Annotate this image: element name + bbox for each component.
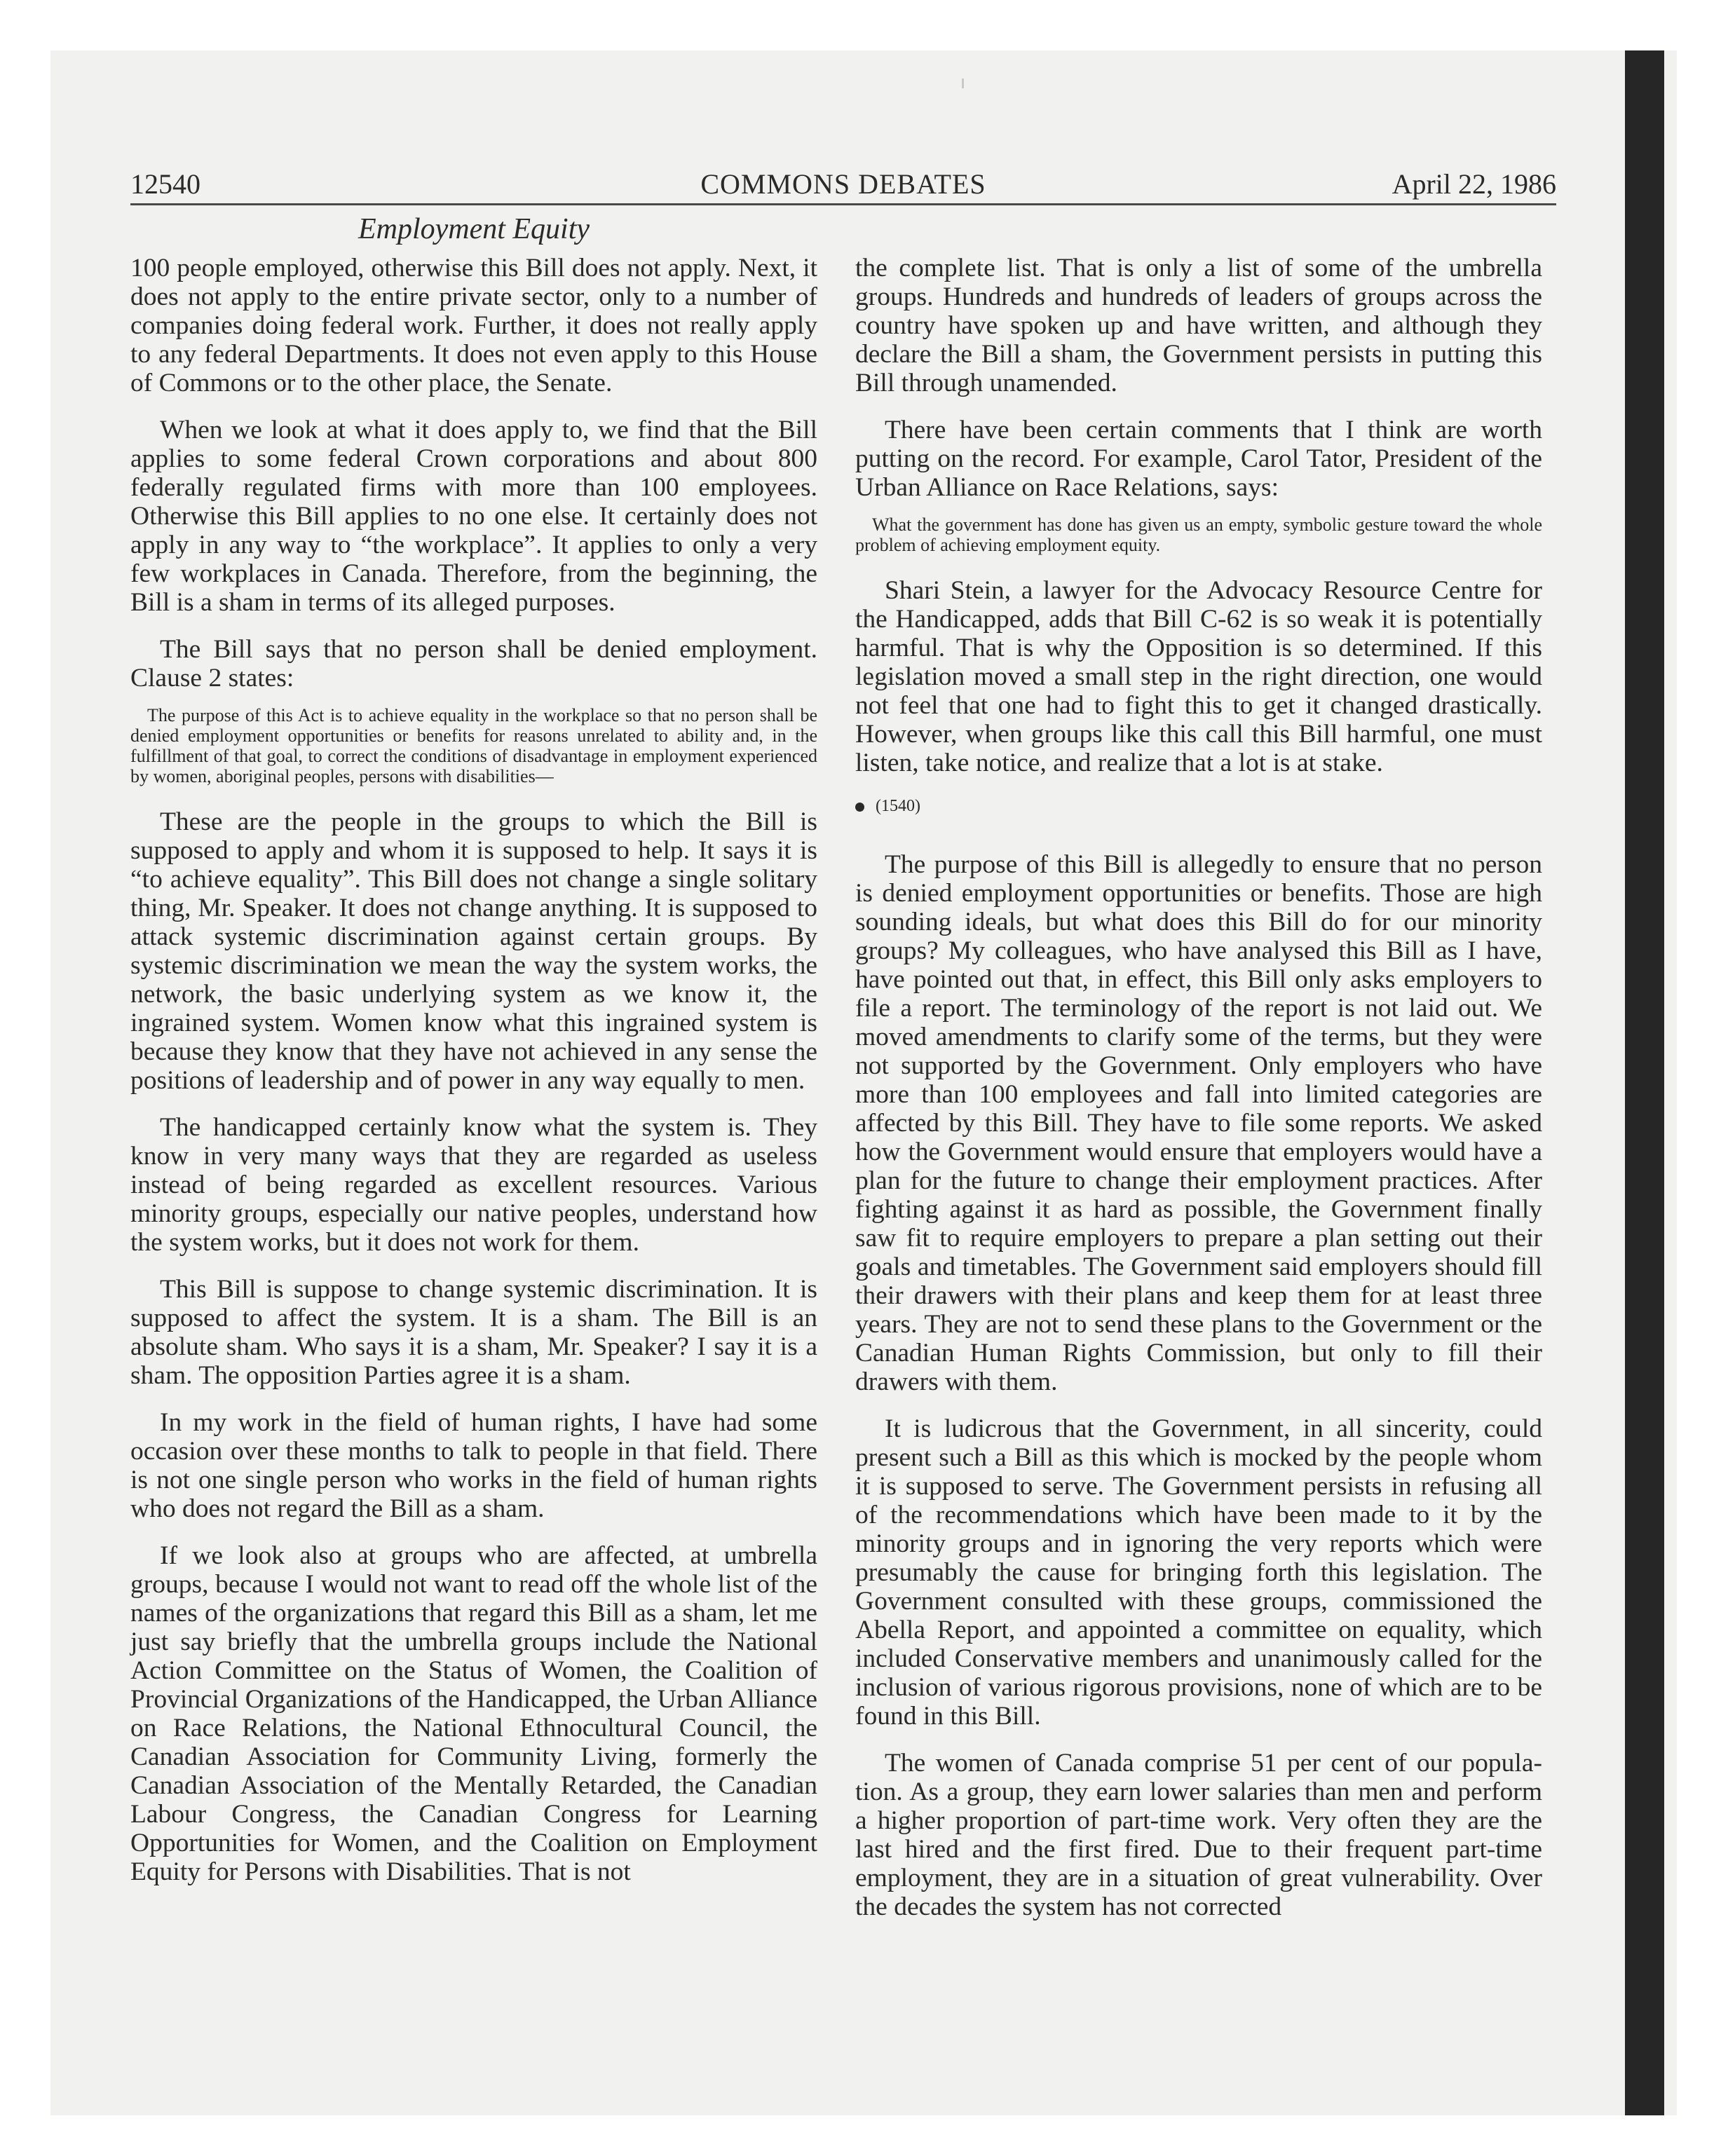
paragraph: When we look at what it does apply to, we find that the Bill applies to some federal Crown corporations and about 800 federally regulated firms with more than 100 employees. Otherwise this Bill applies to no one else. It certainly does not apply in any way to “the workplace”. It applies to only a very few workplaces in Canada. Therefore, from the beginning, the Bill is a sham in terms of its alleged purposes. xyxy=(130,416,817,617)
publication-title: COMMONS DEBATES xyxy=(700,168,986,200)
paragraph: These are the people in the groups to which the Bill is supposed to apply and whom it is supposed to help. It says it is “to achieve equality”. This Bill does not change a single solitary thing, Mr. Speaker. It does not change anything. It is supposed to attack systemic discrimination against certain groups. By systemic discrimination we mean the way the system works, the network, the basic underlying system as we know it, the ingrained system. Women know what this ingrained system is because they know that they have not achieved in any sense the positions of leadership and of power in any way equally to men. xyxy=(130,807,817,1095)
running-header xyxy=(130,165,1556,205)
section-subject: Employment Equity xyxy=(358,213,590,245)
paragraph: In my work in the field of human rights, I have had some occasion over these months to talk to people in that field. There is not one single person who works in the field of human rights who does not regard the Bill as a sham. xyxy=(130,1408,817,1523)
paragraph: The Bill says that no person shall be denied employment. Clause 2 states: xyxy=(130,635,817,692)
bullet-icon xyxy=(855,803,864,812)
time-marker xyxy=(855,796,1542,817)
right-column xyxy=(855,254,1542,1939)
paragraph: This Bill is suppose to change systemic discrimination. It is supposed to affect the system. It is a sham. The Bill is an absolute sham. Who says it is a sham, Mr. Speaker? I say it is a sham. The opposition Parties agree it is a sham. xyxy=(130,1275,817,1390)
paragraph: The purpose of this Bill is allegedly to ensure that no person is denied employment opportunities or benefits. Those are high sounding ideals, but what does this Bill do for our minority groups? My colleagues, who have analysed this Bill as I have, have pointed out that, in effect, this Bill only asks employers to file a report. The terminology of the report is not laid out. We moved amendments to clarify some of the terms, but they were not supported by the Government. Only employers who have more than 100 employees and fall into limited categories are affected by this Bill. They have to file some reports. We asked how the Government would ensure that employers would have a plan for the future to change their employment practices. After fighting against it as hard as possible, the Government finally saw fit to require employers to prepare a plan setting out their goals and timetables. The Government said employers should fill their drawers with their plans and keep them for at least three years. They are not to send these plans to the Government or the Canadian Human Rights Commission, but only to fill their drawers with them. xyxy=(855,850,1542,1396)
paragraph: The women of Canada comprise 51 per cent of our population. As a group, they earn lower salaries than men and perform a higher proportion of part-time work. Very often they are the last hired and the first fired. Due to their frequent part-time employment, they are in a situation of great vulnerability. Over the decades the system has not corrected xyxy=(855,1749,1542,1921)
paragraph: If we look also at groups who are affected, at umbrella groups, because I would not want to read off the whole list of the names of the organizations that regard this Bill as a sham, let me just say briefly that the umbrella groups include the National Action Committee on the Status of Women, the Coalition of Provincial Organizations of the Handicapped, the Urban Alliance on Race Relations, the National Ethnocultural Council, the Canadian Association for Community Living, formerly the Canadian Association of the Mentally Retarded, the Canadian Labour Congress, the Canadian Congress for Learning Opportunities for Women, and the Coalition on Employment Equity for Persons with Disabilities. That is not xyxy=(130,1541,817,1886)
block-quote: What the government has done has given us an empty, symbolic gesture toward the whole problem of achieving employment equity. xyxy=(855,514,1542,555)
time-marker-label: (1540) xyxy=(876,797,920,815)
issue-date: April 22, 1986 xyxy=(1392,168,1556,200)
paragraph: 100 people employed, otherwise this Bill does not apply. Next, it does not apply to the entire private sector, only to a number of companies doing federal work. Further, it does not really apply to any federal Departments. It does not even apply to this House of Commons or to the other place, the Senate. xyxy=(130,254,817,397)
paragraph: It is ludicrous that the Government, in all sincerity, could present such a Bill as this which is mocked by the people whom it is supposed to serve. The Government persists in refusing all of the recommendations which have been made to it by the minority groups and in ignoring the very reports which were presumably the cause for bringing forth this legislation. The Government consulted with these groups, commissioned the Abella Report, and appointed a committee on equality, which included Conservative members and unanimously called for the inclusion of various rigorous provisions, none of which are to be found in this Bill. xyxy=(855,1414,1542,1731)
scan-speck xyxy=(962,79,964,88)
left-column xyxy=(130,254,817,1904)
paragraph: The handicapped certainly know what the system is. They know in very many ways that they are regarded as useless instead of being regarded as excellent resources. Various minority groups, especially our native peoples, understand how the system works, but it does not work for them. xyxy=(130,1113,817,1257)
paragraph: Shari Stein, a lawyer for the Advocacy Resource Centre for the Handicapped, adds that Bill C-62 is so weak it is potentially harmful. That is why the Opposition is so determined. If this legislation moved a small step in the right direction, one would not feel that one had to fight this to get it changed drastically. However, when groups like this call this Bill harmful, one must listen, take notice, and realize that a lot is at stake. xyxy=(855,576,1542,777)
block-quote: The purpose of this Act is to achieve equality in the workplace so that no person shall be denied employment opportunities or benefits for reasons unrelated to ability and, in the fulfillment of that goal, to correct the conditions of disadvantage in employment experienced by women, aboriginal peoples, persons with disabilities— xyxy=(130,705,817,786)
paragraph: There have been certain comments that I think are worth putting on the record. For example, Carol Tator, President of the Urban Alliance on Race Relations, says: xyxy=(855,416,1542,502)
scan-binding-edge xyxy=(1625,50,1664,2115)
paragraph: the complete list. That is only a list of some of the umbrella groups. Hundreds and hundreds of leaders of groups across the country have spoken up and have written, and although they declare the Bill a sham, the Government persists in putting this Bill through unamended. xyxy=(855,254,1542,397)
page-number: 12540 xyxy=(130,168,200,200)
